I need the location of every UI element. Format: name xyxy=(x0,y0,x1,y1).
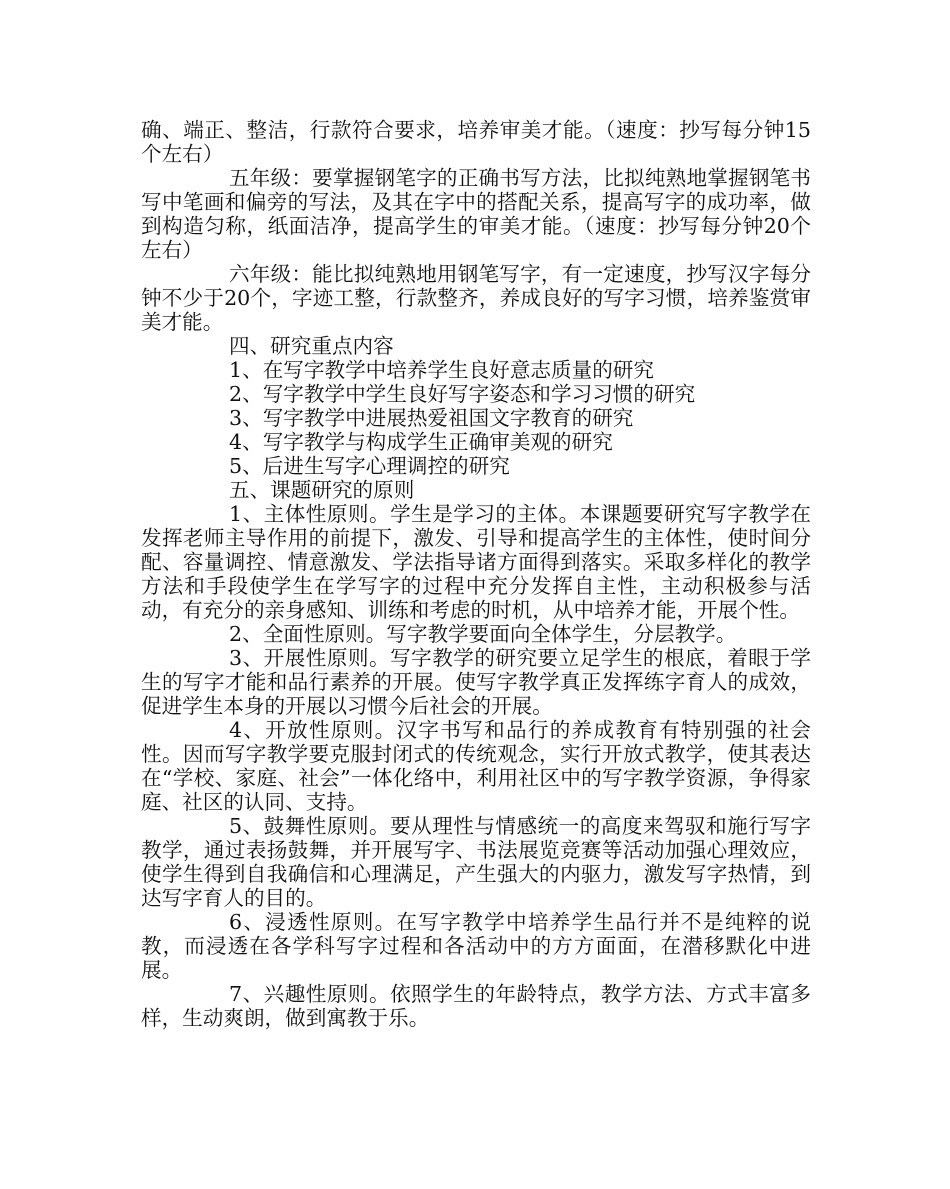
principle-openness: 4、开放性原则。汉字书写和品行的养成教育有特别强的社会性。因而写字教学要克服封闭式的传统观念，实行开放式教学，使其表达在“学校、家庭、社会”一体化络中，利用社区中的写字教学资源，争得家庭、社区的认同、支持。 xyxy=(141,718,811,814)
list-item-focus-1: 1、在写字教学中培养学生良好意志质量的研究 xyxy=(229,358,654,382)
list-item-focus-3: 3、写字教学中进展热爱祖国文字教育的研究 xyxy=(229,406,634,430)
principle-comprehensiveness: 2、全面性原则。写字教学要面向全体学生，分层教学。 xyxy=(229,622,737,646)
principle-development: 3、开展性原则。写字教学的研究要立足学生的根底，着眼于学生的写字才能和品行素养的开展。使写字教学真正发挥练字育人的成效，促进学生本身的开展以习惯今后社会的开展。 xyxy=(141,646,811,718)
principle-encouragement: 5、鼓舞性原则。要从理性与情感统一的高度来驾驭和施行写字教学，通过表扬鼓舞，并开展写字、书法展览竞赛等活动加强心理效应，使学生得到自我确信和心理满足，产生强大的内驱力，激发写字热情，到达写字育人的目的。 xyxy=(141,814,811,910)
principle-permeation: 6、浸透性原则。在写字教学中培养学生品行并不是纯粹的说教，而浸透在各学科写字过程和各活动中的方方面面，在潜移默化中进展。 xyxy=(141,910,811,982)
principle-subjectivity: 1、主体性原则。学生是学习的主体。本课题要研究写字教学在发挥老师主导作用的前提下，激发、引导和提高学生的主体性，使时间分配、容量调控、情意激发、学法指导诸方面得到落实。采取多样化的教学方法和手段使学生在学写字的过程中充分发挥自主性，主动积极参与活动，有充分的亲身感知、训练和考虑的时机，从中培养才能，开展个性。 xyxy=(141,502,811,622)
principle-interest: 7、兴趣性原则。依照学生的年龄特点，教学方法、方式丰富多样，生动爽朗，做到寓教于乐。 xyxy=(141,982,811,1030)
paragraph-continued: 确、端正、整洁，行款符合要求，培养审美才能。（速度：抄写每分钟15个左右） xyxy=(141,118,811,166)
list-item-focus-2: 2、写字教学中学生良好写字姿态和学习习惯的研究 xyxy=(229,382,696,406)
paragraph-grade-five: 五年级：要掌握钢笔字的正确书写方法，比拟纯熟地掌握钢笔书写中笔画和偏旁的写法，及其在字中的搭配关系，提高写字的成功率，做到构造匀称，纸面洁净，提高学生的审美才能。（速度：抄写每分钟20个左右） xyxy=(141,166,811,262)
paragraph-grade-six: 六年级：能比拟纯熟地用钢笔写字，有一定速度，抄写汉字每分钟不少于20个，字迹工整，行款整齐，养成良好的写字习惯，培养鉴赏审美才能。 xyxy=(141,262,811,334)
list-item-focus-4: 4、写字教学与构成学生正确审美观的研究 xyxy=(229,430,613,454)
section-heading-research-focus: 四、研究重点内容 xyxy=(229,334,394,358)
document-page xyxy=(141,118,811,1030)
section-heading-principles: 五、课题研究的原则 xyxy=(229,478,415,502)
list-item-focus-5: 5、后进生写字心理调控的研究 xyxy=(229,454,510,478)
